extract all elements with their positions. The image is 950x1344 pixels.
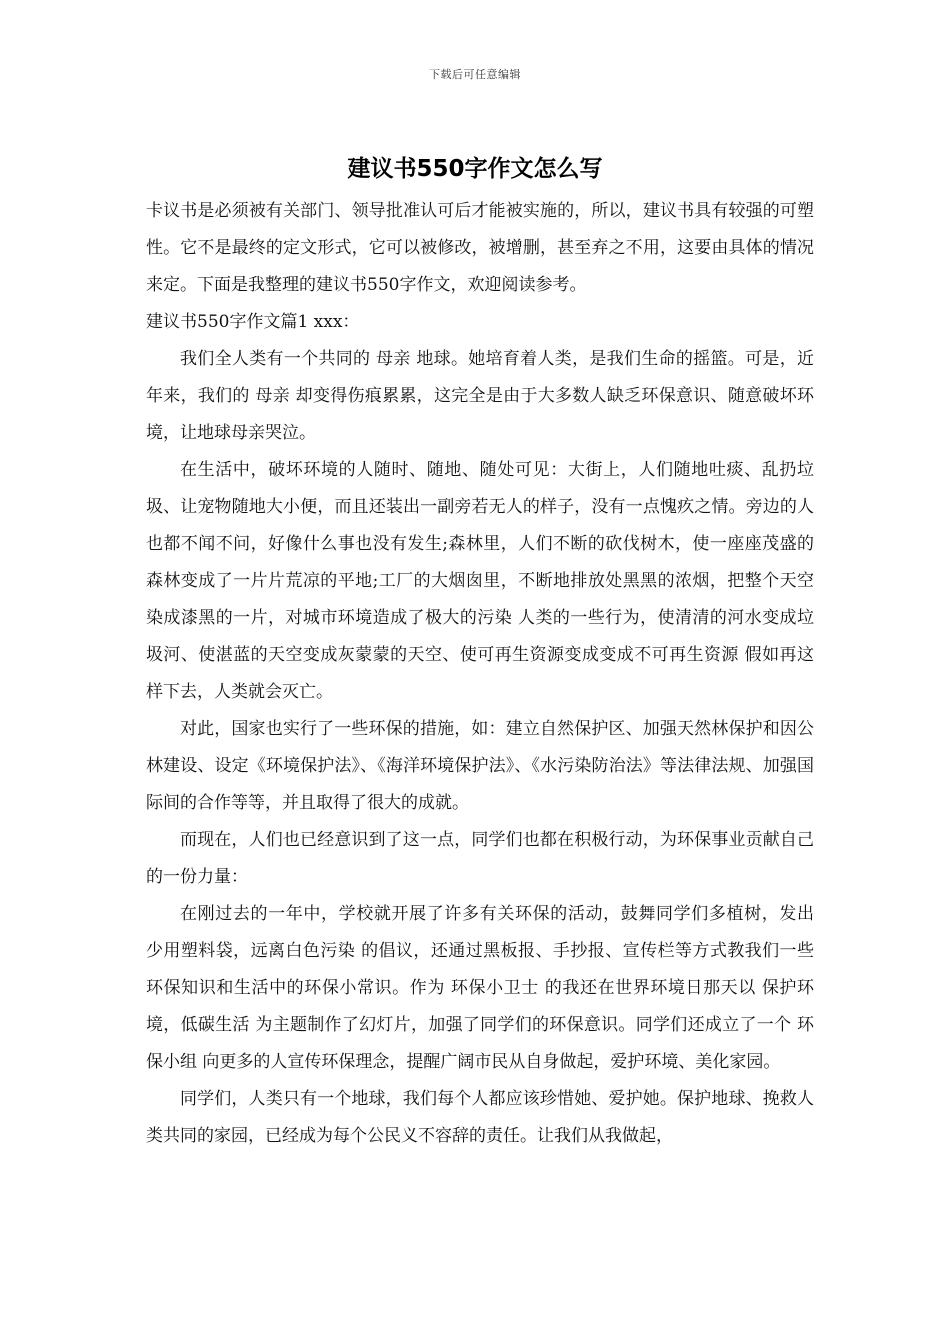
body-paragraph: 同学们，人类只有一个地球，我们每个人都应该珍惜她、爱护她。保护地球、挽救人类共同的家园，已经成为每个公民义不容辞的责任。让我们从我做起， xyxy=(146,1089,814,1146)
document-title: 建议书550字作文怎么写 xyxy=(347,156,603,182)
header-note: 下载后可任意编辑 xyxy=(429,68,521,81)
document-body xyxy=(146,193,814,1155)
essay-heading: 建议书550字作文篇1 xxx： xyxy=(146,312,360,332)
intro-paragraph: 卡议书是必须被有关部门、领导批准认可后才能被实施的，所以，建议书具有较强的可塑性。它不是最终的定文形式，它可以被修改，被增删，甚至弃之不用，这要由具体的情况来定。下面是我整理的建议书550字作文，欢迎阅读参考。 xyxy=(146,201,814,295)
body-paragraph: 在生活中，破坏环境的人随时、随地、随处可见：大街上，人们随地吐痰、乱扔垃圾、让宠物随地大小便，而且还装出一副旁若无人的样子，没有一点愧疚之情。旁边的人也都不闻不问，好像什么事也没有发生;森林里，人们不断的砍伐树木，使一座座茂盛的森林变成了一片片荒凉的平地;工厂的大烟囱里，不断地排放处黑黑的浓烟，把整个天空染成漆黑的一片，对城市环境造成了极大的污染 人类的一些行为，使清清的河水变成垃圾河、使湛蓝的天空变成灰蒙蒙的天空、使可再生资源变成变成不可再生资源 假如再这样下去，人类就会灭亡。 xyxy=(146,460,814,702)
body-paragraph: 在刚过去的一年中，学校就开展了许多有关环保的活动，鼓舞同学们多植树，发出 少用塑料袋，远离白色污染 的倡议，还通过黑板报、手抄报、宣传栏等方式教我们一些环保知识和生活中的环保小常识。作为 环保小卫士 的我还在世界环境日那天以 保护环境，低碳生活 为主题制作了幻灯片，加强了同学们的环保意识。同学们还成立了一个 环保小组 向更多的人宣传环保理念，提醒广阔市民从自身做起，爱护环境、美化家园。 xyxy=(146,904,814,1072)
body-paragraph: 对此，国家也实行了一些环保的措施，如：建立自然保护区、加强天然林保护和因公林建设、设定《环境保护法》、《海洋环境保护法》、《水污染防治法》等法律法规、加强国际间的合作等等，并且取得了很大的成就。 xyxy=(146,719,814,813)
body-paragraph: 而现在，人们也已经意识到了这一点，同学们也都在积极行动，为环保事业贡献自己的一份力量： xyxy=(146,830,814,887)
body-paragraph: 我们全人类有一个共同的 母亲 地球。她培育着人类，是我们生命的摇篮。可是，近年来，我们的 母亲 却变得伤痕累累，这完全是由于大多数人缺乏环保意识、随意破坏环境，让地球母亲哭泣。 xyxy=(146,349,814,443)
